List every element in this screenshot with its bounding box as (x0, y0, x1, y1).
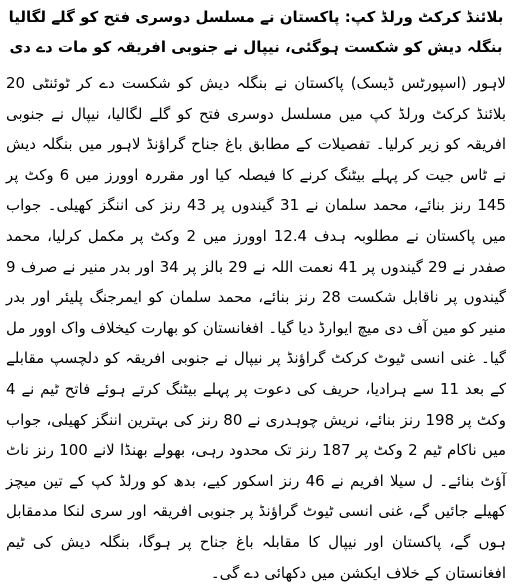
article-subheadline: بنگلہ دیش کو شکست ہوگئی، نیپال نے جنوبی افریقہ کو مات دے دی (9, 38, 503, 56)
article-body: لاہور (اسپورٹس ڈیسک) پاکستان نے بنگلہ دیش کو شکست دے کر ٹوئنٹی 20 بلائنڈ کرکٹ ورلڈ کپ میں مسلسل دوسری فتح کو گلے لگالیا، نیپال نے جنوبی افریقہ کو زیر کرلیا۔ تفصیلات کے مطابق باغ جناح گراؤنڈ لاہور میں بنگلہ دیش نے ٹاس جیت کر پہلے بیٹنگ کرنے کا فیصلہ کیا اور مقررہ اوورز میں 6 وکٹ پر 145 رنز بنائے، محمد سلمان نے 31 گیندوں پر 43 رنز کی اننگز کھیلی۔ جواب میں پاکستان نے مطلوبہ ہدف 12.4 اوورز میں 2 وکٹ پر مکمل کرلیا، محمد صفدر نے 29 گیندوں پر 41 نعمت اللہ نے 29 بالز پر 34 اور بدر منیر نے صرف 9 گیندوں پر ناقابل شکست 28 رنز بنائے، محمد سلمان کو ایمرجنگ پلیئر اور بدر منیر کو مین آف دی میچ ایوارڈ دیا گیا۔ افغانستان کو بھارت کیخلاف واک اوور مل گیا۔ غنی انسی ٹیوٹ کرکٹ گراؤنڈ پر نیپال نے جنوبی افریقہ کو دلچسپ مقابلے کے بعد 11 سے ہرادیا، حریف کی دعوت پر پہلے بیٹنگ کرتے ہوئے فاتح ٹیم نے 4 وکٹ پر 198 رنز بنائے، نریش چوہدری نے 80 رنز کی بہترین اننگز کھیلی، جواب میں ناکام ٹیم 2 وکٹ پر 187 رنز تک محدود رہی، بھولے بھنڈا لانے 100 رنز ناٹ آؤٹ بنائے۔ ل سیلا افریم نے 46 رنز اسکور کیے، بدھ کو ورلڈ کپ کے تین میچز کھیلے جائیں گے، غنی انسی ٹیوٹ گراؤنڈ پر جنوبی افریقہ اور سری لنکا مدمقابل ہوں گے، پاکستان اور نیپال کا مقابلہ باغ جناح پر ہوگا، بنگلہ دیش کی ٹیم افغانستان کے خلاف ایکشن میں دکھائی دے گی۔ (6, 74, 507, 582)
article-headline: بلائنڈ کرکٹ ورلڈ کپ: پاکستان نے مسلسل دوسری فتح کو گلے لگالیا (8, 8, 504, 26)
